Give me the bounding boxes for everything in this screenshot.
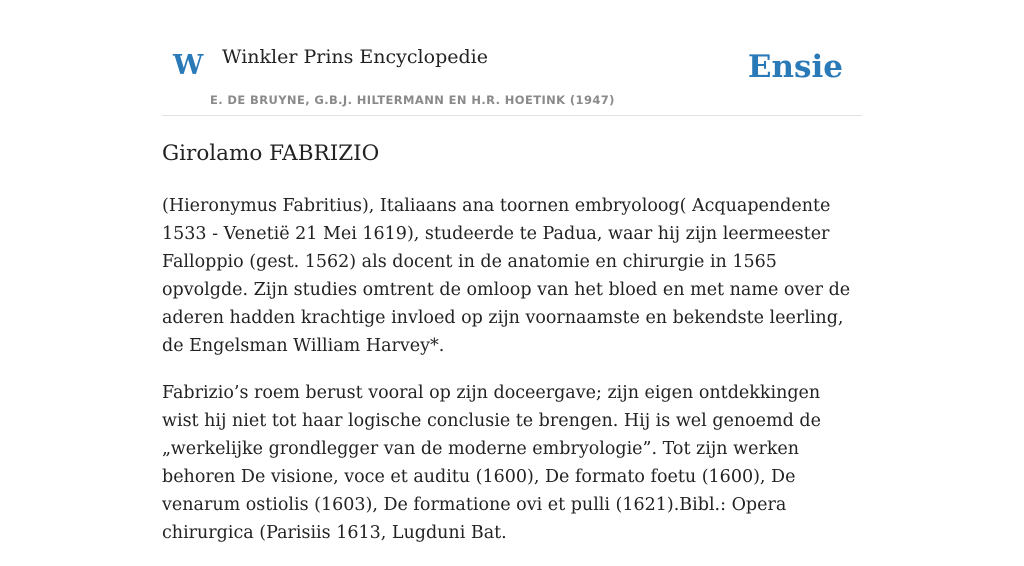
article-title: Girolamo FABRIZIO bbox=[162, 141, 380, 166]
article-paragraph: Fabrizio’s roem berust vooral op zijn doceergave; zijn eigen ontdekkingen wist hij niet tot haar logische conclusie te brengen. Hij is wel genoemd de „werkelijke grondlegger van de moderne embryologie”. Tot zijn werken behoren De visione, voce et auditu (1600), De formato foetu (1600), De venarum ostiolis (1603), De formatione ovi et pulli (1621).Bibl.: Opera chirurgica (Parisiis 1613, Lugduni Bat. bbox=[162, 383, 821, 543]
site-header bbox=[162, 0, 862, 116]
brand-logo[interactable]: Ensie bbox=[747, 49, 843, 85]
publication-authors: E. DE BRUYNE, G.B.J. HILTERMANN EN H.R. HOETINK (1947) bbox=[210, 93, 615, 107]
publication-title[interactable]: Winkler Prins Encyclopedie bbox=[222, 46, 488, 68]
page bbox=[162, 0, 862, 543]
article-body bbox=[162, 192, 862, 566]
article-paragraph: (Hieronymus Fabritius), Italiaans ana toornen embryoloog( Acquapendente 1533 - Venetië 21 Mei 1619), studeerde te Padua, waar hij zijn leermeester Falloppio (gest. 1562) als docent in de anatomie en chirurgie in 1565 opvolgde. Zijn studies omtrent de omloop van het bloed en met name over de aderen hadden krachtige invloed op zijn voornaamste en bekendste leerling, de Engelsman William Harvey*. bbox=[162, 196, 851, 356]
publication-logo[interactable]: W bbox=[173, 50, 204, 81]
